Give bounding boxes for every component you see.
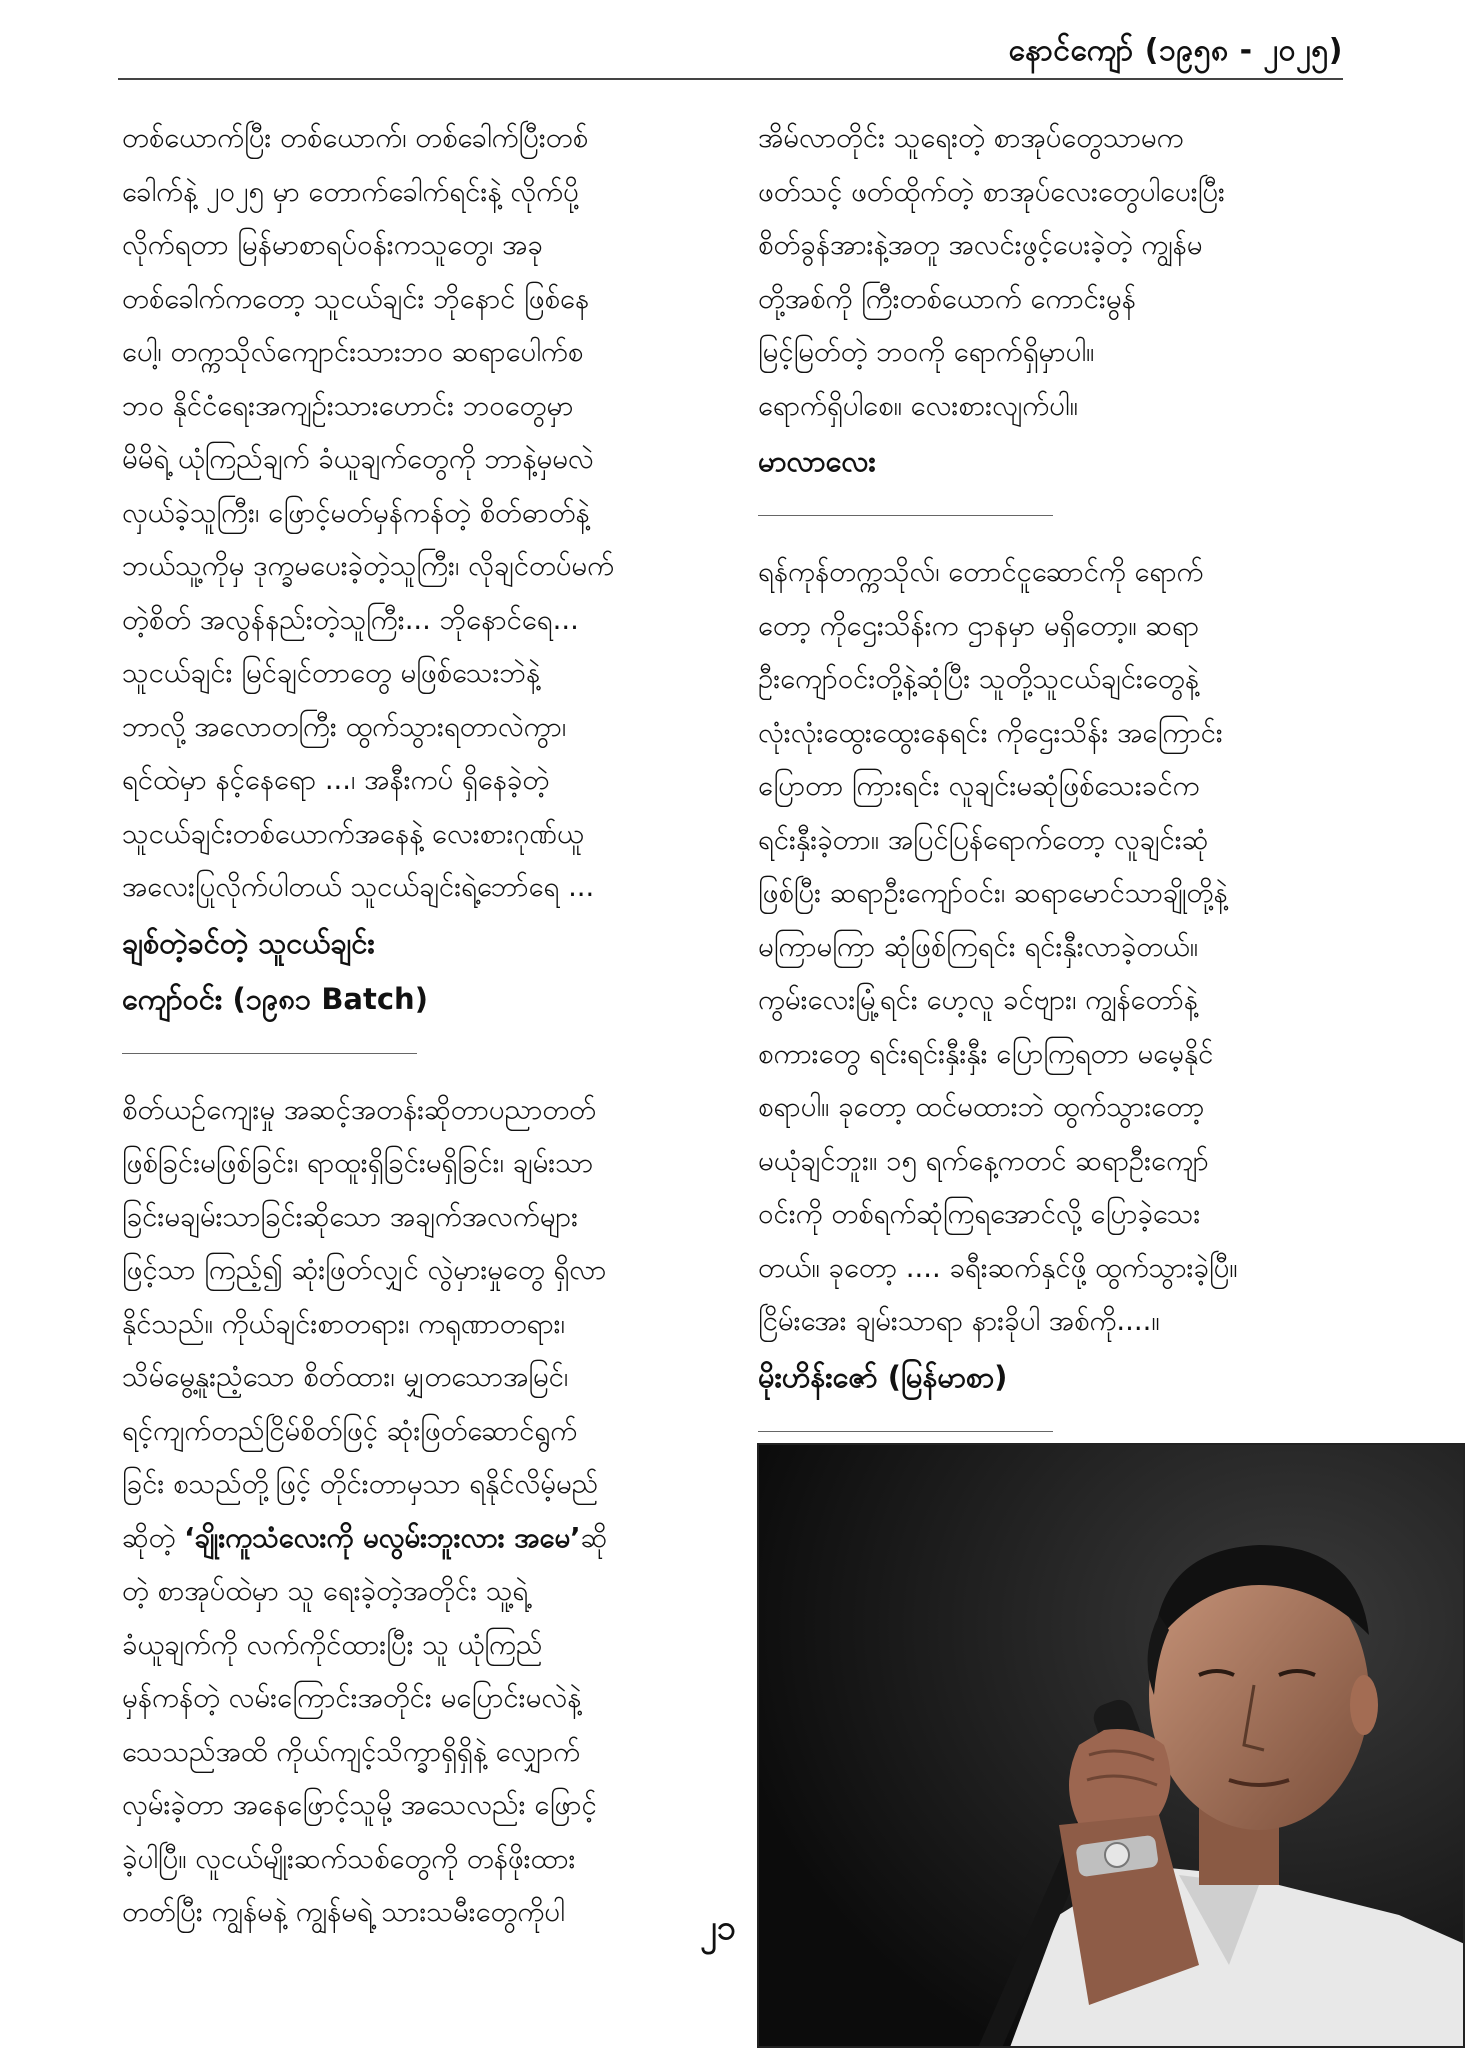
header-divider <box>118 78 1343 80</box>
text-line: ဘဝ နိုင်ငံရေးအကျဉ်းသားဟောင်း ဘဝတွေမှာ <box>122 389 574 422</box>
text-line: ဖြင့်သာ ကြည့်၍ ဆုံးဖြတ်လျှင် လွဲမှားမှုတွေ ရှိလာ <box>122 1254 607 1286</box>
text-line: လှယ်ခဲ့သူကြီး၊ ဖြောင့်မတ်မှန်ကန်တဲ့ စိတ်ဓာတ်နဲ့ <box>122 496 590 529</box>
text-line: လိုက်ရတာ မြန်မာစာရပ်ဝန်းကသူတွေ၊ အခု <box>122 229 543 261</box>
left-paragraph-2-continued <box>122 1565 707 1940</box>
text-line: တဲ့စိတ် အလွန်နည်းတဲ့သူကြီး... ဘိုနောင်ရေ... <box>122 603 579 636</box>
text-line: တစ်ယောက်ပြီး တစ်ယောက်၊ တစ်ခေါက်ပြီးတစ် <box>122 122 589 154</box>
text-line: ရင့်ကျက်တည်ငြိမ်စိတ်ဖြင့် ဆုံးဖြတ်ဆောင်ရွက် <box>122 1414 578 1447</box>
text-line: ခြင်း စသည်တို့ဖြင့် တိုင်းတာမှသာ ရနိုင်လိမ့်မည် <box>122 1468 599 1500</box>
text-line: တစ်ခေါက်ကတော့ သူငယ်ချင်း ဘိုနောင် ဖြစ်နေ <box>122 282 590 315</box>
text-line: အိမ်လာတိုင်း သူရေးတဲ့ စာအုပ်တွေသာမက <box>758 122 1184 154</box>
text-line: ဝင်းကို တစ်ရက်ဆုံကြရအောင်လို့ ပြောခဲ့သေး <box>758 1198 1201 1230</box>
text-line: တို့အစ်ကို ကြီးတစ်ယောက် ကောင်းမွန် <box>758 282 1136 315</box>
text-line: ခဲ့ပါပြီ။ လူငယ်မျိုးဆက်သစ်တွေကို တန်ဖိုးထား <box>122 1842 576 1875</box>
text-line: အလေးပြုလိုက်ပါတယ် သူငယ်ချင်းရဲ့ဘော်ရေ ... <box>122 871 595 903</box>
text-line: စကားတွေ ရင်းရင်းနှီးနှီး ပြောကြရတာ မမေ့နိုင် <box>758 1037 1214 1070</box>
text-line: ငြိမ်းအေး ချမ်းသာရာ နားခိုပါ အစ်ကို....။ <box>758 1305 1160 1337</box>
text-line: မှန်ကန်တဲ့ လမ်းကြောင်းအတိုင်း မပြောင်းမလဲနဲ့ <box>122 1682 582 1714</box>
text-line: နိုင်သည်။ ကိုယ်ချင်းစာတရား၊ ကရုဏာတရား၊ <box>122 1307 566 1340</box>
text-line: ကွမ်းလေးမြုံ့ရင်း ဟေ့လူ ခင်ဗျား၊ ကျွန်တော်နဲ့ <box>758 984 1198 1016</box>
text-line: ဦးကျော်ဝင်းတို့နဲ့ဆုံပြီး သူတို့သူငယ်ချင်းတွေနဲ့ <box>758 663 1199 695</box>
text-line: ရန်ကုန်တက္ကသိုလ်၊ တောင်ငူဆောင်ကို ရောက် <box>758 556 1204 588</box>
page-number: ၂၁ <box>700 1908 736 1948</box>
text-line: တဲ့ စာအုပ်ထဲမှာ သူ ရေးခဲ့တဲ့အတိုင်း သူ့ရဲ့ <box>122 1575 529 1607</box>
text-line: တယ်။ ခုတော့ .... ခရီးဆက်နှင်ဖို့ ထွက်သွားခဲ့ပြီ။ <box>758 1251 1238 1284</box>
text-line: တတ်ပြီး ကျွန်မနဲ့ ကျွန်မရဲ့ သားသမီးတွေကိုပါ <box>122 1896 565 1928</box>
right-separator-1 <box>758 515 1053 516</box>
left-paragraph-2 <box>122 1084 707 1512</box>
right-separator-2 <box>758 1431 1053 1432</box>
text-line: ရောက်ရှိပါစေ။ လေးစားလျက်ပါ။ <box>758 389 1078 422</box>
text-line: ဖြစ်ခြင်းမဖြစ်ခြင်း၊ ရာထူးရှိခြင်းမရှိခြင်း၊ ချမ်းသာ <box>122 1147 594 1179</box>
quote-suffix: ဆို <box>580 1521 608 1554</box>
text-line: ဖတ်သင့် ဖတ်ထိုက်တဲ့ စာအုပ်လေးတွေပါပေးပြီး <box>758 175 1225 208</box>
running-header-title: နောင်ကျော် (၁၉၅၈ - ၂၀၂၅) <box>1008 33 1343 68</box>
left-separator <box>122 1053 417 1054</box>
text-line: ခေါက်နဲ့ ၂၀၂၅ မှာ တောက်ခေါက်ရင်းနဲ့ လိုက်ပို့ <box>122 175 579 208</box>
left-paragraph-1 <box>122 112 707 915</box>
text-line: ဘယ်သူ့ကိုမှ ဒုက္ခမပေးခဲ့တဲ့သူကြီး၊ လိုချင်တပ်မက် <box>122 550 615 582</box>
left-signature-line-1: ချစ်တဲ့ခင်တဲ့ သူငယ်ချင်း <box>122 925 375 960</box>
text-line: စိတ်ယဉ်ကျေးမှု အဆင့်အတန်းဆိုတာပညာတတ် <box>122 1093 596 1126</box>
text-line: လှမ်းခဲ့တာ အနေဖြောင့်သူမို့ အသေလည်း ဖြောင့် <box>122 1789 597 1821</box>
quote-prefix: ဆိုတဲ့ <box>122 1521 185 1554</box>
book-title-quote: ‘ချိုးကူသံလေးကို မလွမ်းဘူးလား အမေ’ <box>184 1521 581 1554</box>
right-paragraph-2 <box>758 546 1343 1349</box>
portrait-photo <box>757 1443 1465 2048</box>
text-line: စရာပါ။ ခုတော့ ထင်မထားဘဲ ထွက်သွားတော့ <box>758 1091 1205 1123</box>
text-line: တော့ ကိုဌေးသိန်းက ဌာနမှာ မရှိတော့။ ဆရာ <box>758 609 1200 642</box>
text-line: သူငယ်ချင်းတစ်ယောက်အနေနဲ့ လေးစားဂုဏ်ယူ <box>122 817 584 850</box>
right-signature-1: မာလာလေး <box>758 444 876 478</box>
text-line: ရင်းနှီးခဲ့တာ။ အပြင်ပြန်ရောက်တော့ လူချင်းဆုံ <box>758 823 1209 856</box>
text-line: မြင့်မြတ်တဲ့ ဘဝကို ရောက်ရှိမှာပါ။ <box>758 336 1095 368</box>
right-signature-2: မိုးဟိန်းဇော် (မြန်မာစာ) <box>758 1359 1008 1394</box>
portrait-photo-illustration <box>759 1445 1465 2048</box>
text-line: ခံယူချက်ကို လက်ကိုင်ထားပြီး သူ ယုံကြည် <box>122 1628 543 1661</box>
right-paragraph-1 <box>758 112 1343 433</box>
text-line: မကြာမကြာ ဆုံဖြစ်ကြရင်း ရင်းနှီးလာခဲ့တယ်။ <box>758 930 1199 963</box>
left-column <box>122 112 707 1940</box>
right-column <box>758 112 1343 1462</box>
text-line: မယုံချင်ဘူး။ ၁၅ ရက်နေ့ကတင် ဆရာဦးကျော် <box>758 1144 1209 1177</box>
text-line: ဖြစ်ပြီး ဆရာဦးကျော်ဝင်း၊ ဆရာမောင်သာချိုတို့နဲ့ <box>758 877 1228 909</box>
left-paragraph-2-quote-line <box>122 1512 707 1566</box>
text-line: သူငယ်ချင်း မြင်ချင်တာတွေ မဖြစ်သေးဘဲနဲ့ <box>122 657 541 689</box>
text-line: သိမ်မွေ့နူးညံ့သော စိတ်ထား၊ မျှတသောအမြင်၊ <box>122 1361 569 1393</box>
text-line: ခြင်းမချမ်းသာခြင်းဆိုသော အချက်အလက်များ <box>122 1200 579 1233</box>
text-line: မိမိရဲ့ ယုံကြည်ချက် ခံယူချက်တွေကို ဘာနဲ့မှမလဲ <box>122 443 594 475</box>
left-signature-line-2: ကျော်ဝင်း (၁၉၈၁ Batch) <box>122 981 428 1016</box>
text-line: ဘာလို့ အလောတကြီး ထွက်သွားရတာလဲကွာ၊ <box>122 710 567 743</box>
text-line: ရင်ထဲမှာ နင့်နေရော ...၊ အနီးကပ် ရှိနေခဲ့တဲ့ <box>122 764 550 796</box>
text-line: သေသည်အထိ ကိုယ်ကျင့်သိက္ခာရှိရှိနဲ့ လျှောက် <box>122 1735 581 1768</box>
text-line: ပြောတာ ကြားရင်း လူချင်းမဆုံဖြစ်သေးခင်က <box>758 770 1200 802</box>
text-line: ပေါ့၊ တက္ကသိုလ်ကျောင်းသားဘဝ ဆရာပေါက်စ <box>122 336 584 368</box>
text-line: လုံးလုံးထွေးထွေးနေရင်း ကိုဌေးသိန်း အကြောင်း <box>758 716 1223 749</box>
text-line: စိတ်ခွန်အားနဲ့အတူ အလင်းဖွင့်ပေးခဲ့တဲ့ ကျွန်မ <box>758 229 1203 261</box>
